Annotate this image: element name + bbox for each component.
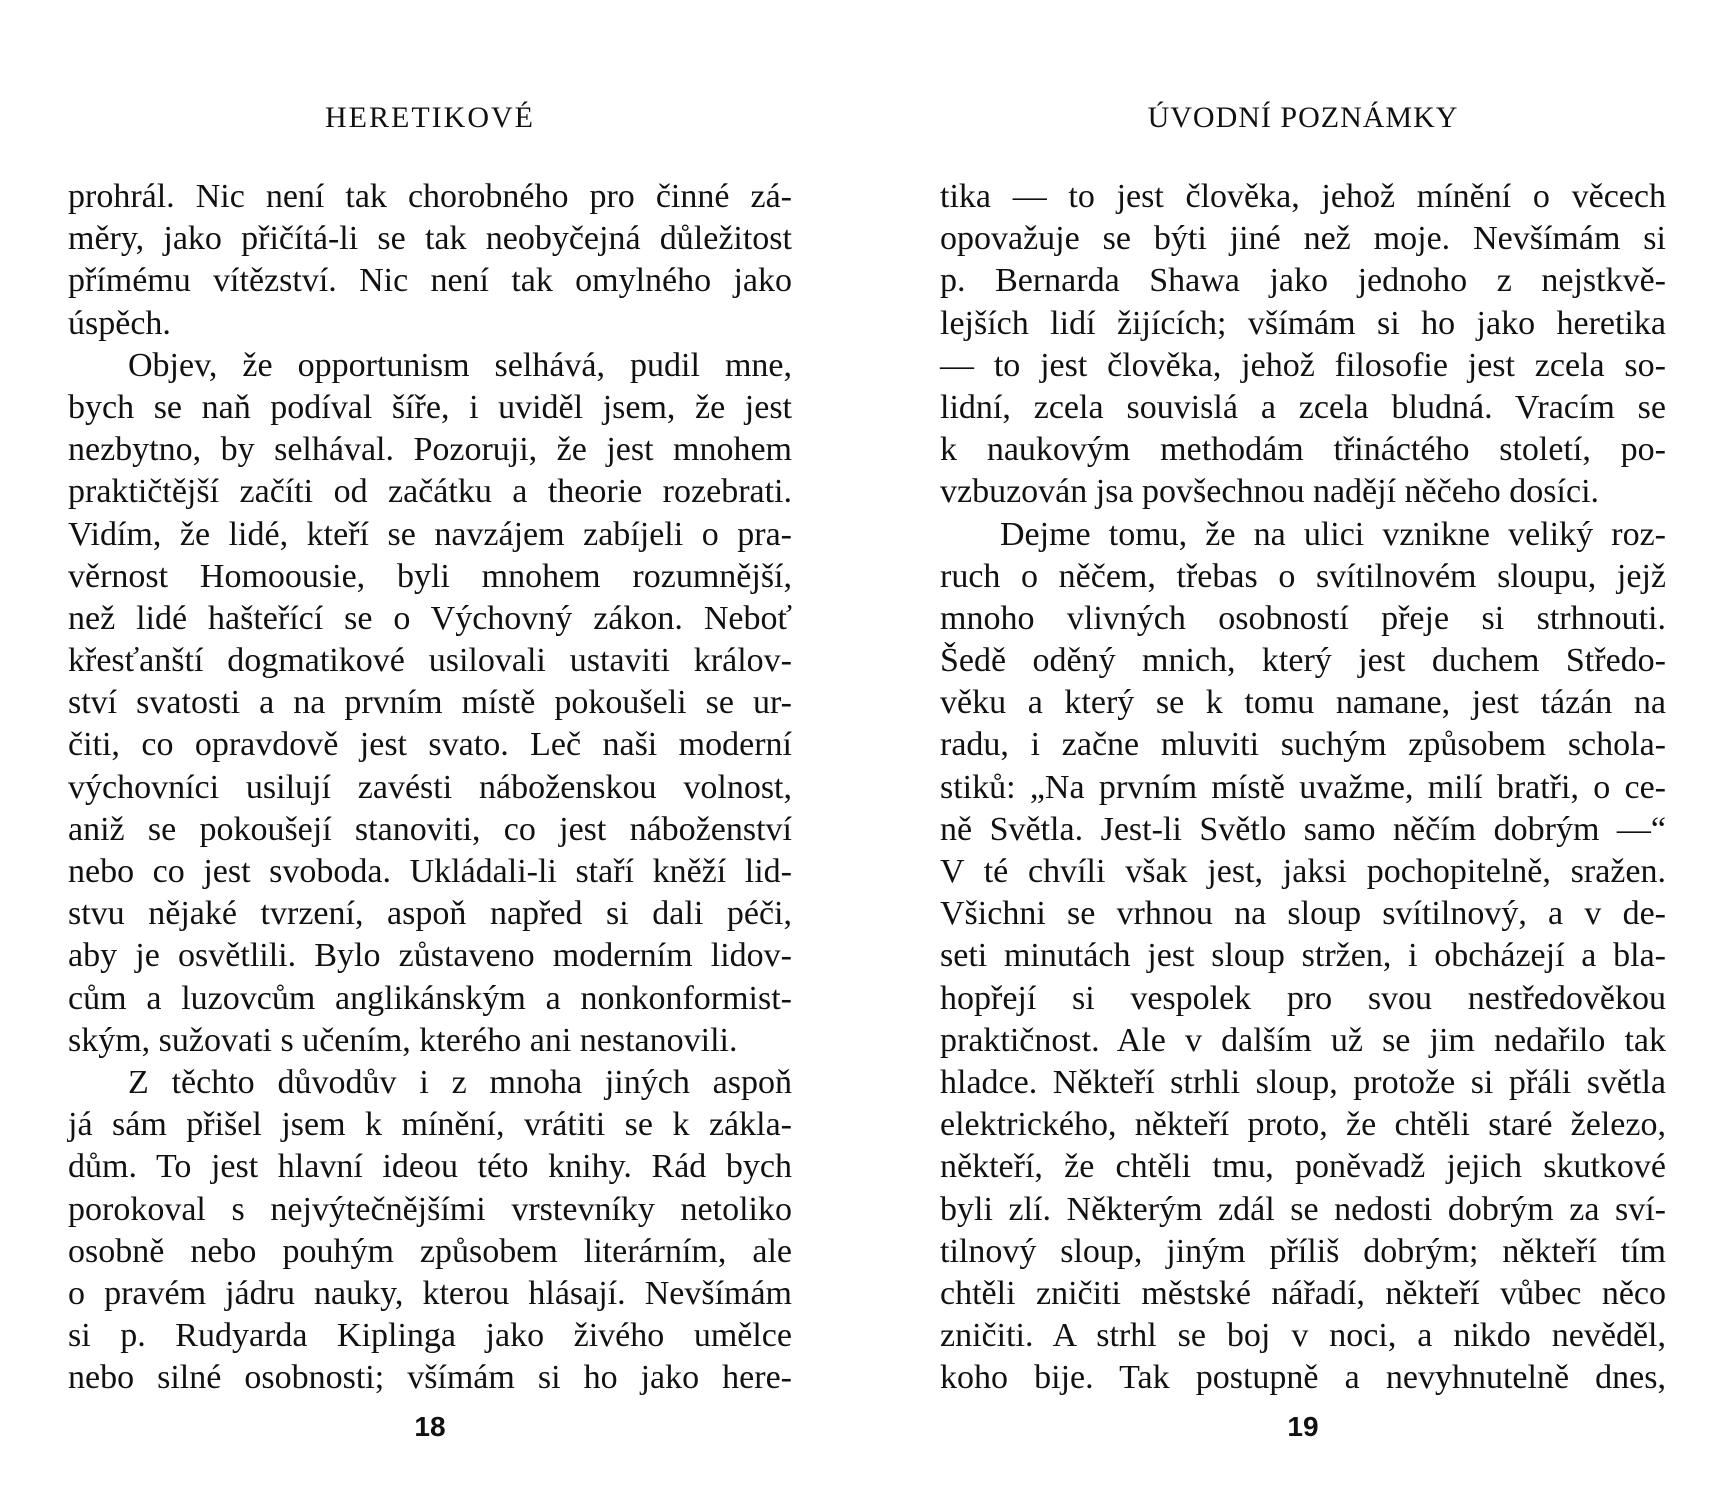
text-line: k naukovým methodám třináctého století, po- [940, 431, 1666, 469]
text-line: ství svatosti a na prvním místě pokoušeli se ur- [68, 684, 792, 722]
text-line: bych se naň podíval šíře, i uviděl jsem, že jest [68, 388, 792, 426]
right-page-text [940, 176, 1666, 1399]
text-line: věrnost Homoousie, byli mnohem rozumnější, [68, 557, 792, 595]
text-line: porokoval s nejvýtečnějšími vrstevníky netoliko [68, 1190, 792, 1228]
text-line: byli zlí. Některým zdál se nedosti dobrým za sví- [940, 1190, 1666, 1228]
text-line: hladce. Někteří strhli sloup, protože si přáli světla [940, 1063, 1666, 1101]
text-line: stvu nějaké tvrzení, aspoň napřed si dali péči, [68, 895, 792, 933]
text-line: nebo silné osobnosti; všímám si ho jako here- [68, 1359, 792, 1397]
text-line: praktičtější začíti od začátku a theorie rozebrati. [68, 473, 792, 511]
text-line: mnoho vlivných osobností přeje si strhnouti. [940, 599, 1666, 637]
text-line: seti minutách jest sloup stržen, i obcházejí a bla- [940, 937, 1666, 975]
text-line: Vidím, že lidé, kteří se navzájem zabíjeli o pra- [68, 515, 792, 553]
text-line: vzbuzován jsa povšechnou nadějí něčeho dosíci. [940, 473, 1600, 511]
text-line: nebo co jest svoboda. Ukládali-li staří kněží lid- [68, 853, 792, 890]
text-line: tika — to jest člověka, jehož mínění o věcech [940, 178, 1666, 215]
text-line: křesťanští dogmatikové usilovali ustaviti králov- [68, 642, 792, 680]
text-line: si p. Rudyarda Kiplinga jako živého umělce [68, 1317, 792, 1355]
running-head-left: HERETIKOVÉ [325, 101, 535, 134]
text-line: ruch o něčem, třebas o svítilnovém sloupu, jejž [940, 557, 1666, 595]
text-line: Dejme tomu, že na ulici vznikne veliký roz- [1000, 515, 1666, 553]
text-line: lejších lidí žijících; všímám si ho jako heretika [940, 304, 1666, 342]
text-line: chtěli zničiti městské nářadí, někteří vůbec něco [940, 1274, 1666, 1312]
text-line: měry, jako přičítá-li se tak neobyčejná důležitost [68, 220, 792, 258]
page-number-left: 18 [414, 1411, 446, 1442]
text-line: tilnový sloup, jiným příliš dobrým; někteří tím [940, 1232, 1666, 1270]
text-line: já sám přišel jsem k mínění, vrátiti se k zákla- [68, 1106, 792, 1144]
text-line: prohrál. Nic není tak chorobného pro činné zá- [68, 178, 792, 215]
text-line: p. Bernarda Shawa jako jednoho z nejstkvě- [940, 262, 1666, 300]
text-line: V té chvíli však jest, jaksi pochopitelně, sražen. [940, 853, 1666, 890]
text-line: opovažuje se býti jiné než moje. Nevšímám si [940, 220, 1666, 258]
text-line: koho bije. Tak postupně a nevyhnutelně dnes, [940, 1359, 1666, 1397]
text-line: nezbytno, by selhával. Pozoruji, že jest mnohem [68, 431, 792, 469]
text-line: o pravém jádru nauky, kterou hlásají. Nevšímám [68, 1274, 792, 1312]
text-line: ně Světla. Jest-li Světlo samo něčím dobrým —“ [940, 810, 1666, 848]
text-line: Všichni se vrhnou na sloup svítilnový, a v de- [940, 895, 1666, 933]
text-line: cům a luzovcům anglikánským a nonkonformist- [68, 979, 792, 1017]
text-line: Z těchto důvodův i z mnoha jiných aspoň [128, 1063, 792, 1101]
text-line: někteří, že chtěli tmu, poněvadž jejich skutkové [940, 1148, 1666, 1186]
text-line: — to jest člověka, jehož filosofie jest zcela so- [940, 346, 1666, 384]
text-line: lidní, zcela souvislá a zcela bludná. Vracím se [940, 388, 1666, 426]
text-line: elektrického, někteří proto, že chtěli staré železo, [940, 1106, 1666, 1144]
text-line: hopřejí si vespolek pro svou nestředověkou [940, 979, 1666, 1017]
text-line: aby je osvětlili. Bylo zůstaveno moderním lidov- [68, 937, 792, 975]
text-line: aniž se pokoušejí stanoviti, co jest náboženství [68, 810, 792, 848]
text-line: praktičnost. Ale v dalším už se jim nedařilo tak [940, 1021, 1666, 1059]
text-line: zničiti. A strhl se boj v noci, a nikdo nevěděl, [940, 1317, 1666, 1355]
left-page-text [68, 176, 792, 1399]
text-line: Objev, že opportunism selhává, pudil mne, [128, 346, 792, 384]
text-line: čiti, co opravdově jest svato. Leč naši moderní [68, 726, 792, 764]
text-line: dům. To jest hlavní ideou této knihy. Rád bych [68, 1148, 792, 1186]
text-line: osobně nebo pouhým způsobem literárním, ale [68, 1232, 792, 1270]
text-line: věku a který se k tomu namane, jest tázán na [940, 684, 1666, 722]
text-line: přímému vítězství. Nic není tak omylného jako [68, 262, 792, 300]
text-line: úspěch. [68, 304, 171, 342]
text-line: radu, i začne mluviti suchým způsobem schola- [940, 726, 1666, 764]
running-head-right: ÚVODNÍ POZNÁMKY [1147, 101, 1459, 134]
text-line: Šedě oděný mnich, který jest duchem Středo- [940, 642, 1666, 680]
page-number-right: 19 [1287, 1411, 1319, 1442]
text-line: ským, sužovati s učením, kterého ani nestanovili. [68, 1021, 738, 1059]
text-line: stiků: „Na prvním místě uvažme, milí bratři, o ce- [940, 768, 1666, 806]
text-line: výchovníci usilují zavésti náboženskou volnost, [68, 768, 792, 806]
text-line: než lidé hašteřící se o Výchovný zákon. Neboť [68, 599, 792, 637]
